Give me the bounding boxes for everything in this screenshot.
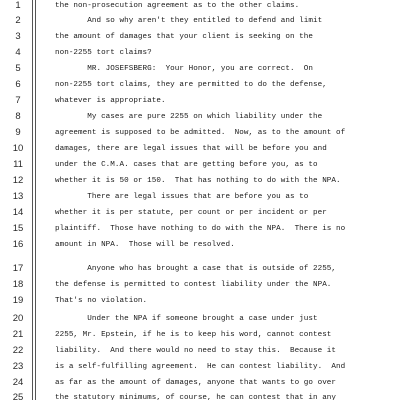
transcript-line (0, 93, 400, 109)
line-text: Under the NPA if someone brought a case under just (55, 315, 318, 323)
line-text: MR. JOSEFSBERG: Your Honor, you are correct. On (55, 65, 313, 73)
line-number: 13 (12, 191, 24, 202)
transcript-line (0, 311, 400, 327)
transcript-line (0, 327, 400, 343)
transcript-line (0, 109, 400, 125)
transcript-line (0, 125, 400, 141)
line-text: the defense is permitted to contest liability under the NPA. (55, 281, 332, 289)
line-text: 2255, Mr. Epstein, if he is to keep his word, cannot contest (55, 331, 332, 339)
transcript-line (0, 277, 400, 293)
line-text: the amount of damages that your client is seeking on the (55, 33, 313, 41)
transcript-line (0, 173, 400, 189)
line-text: liability. And there would no need to stay this. Because it (55, 347, 337, 355)
transcript-line (0, 293, 400, 309)
line-number: 4 (15, 47, 21, 58)
line-text: is a self-fulfilling agreement. He can contest liability. And (55, 363, 346, 371)
line-number: 22 (12, 345, 24, 356)
line-number: 16 (12, 239, 24, 250)
transcript-line (0, 375, 400, 391)
transcript-line (0, 205, 400, 221)
line-text: non-2255 tort claims, they are permitted to do the defense, (55, 81, 327, 89)
transcript-line (0, 343, 400, 359)
transcript-line (0, 13, 400, 29)
line-text: whether it is 50 or 150. That has nothing to do with the NPA. (55, 177, 341, 185)
line-number: 25 (12, 392, 24, 400)
line-text: whatever is appropriate. (55, 97, 166, 105)
transcript-line (0, 45, 400, 61)
line-number: 20 (12, 313, 24, 324)
transcript-line (0, 189, 400, 205)
line-text: plaintiff. Those have nothing to do with the NPA. There is no (55, 225, 346, 233)
line-number: 7 (15, 95, 21, 106)
transcript-line (0, 61, 400, 77)
line-text: as far as the amount of damages, anyone that wants to go over (55, 379, 337, 387)
line-text: under the C.M.A. cases that are getting before you, as to (55, 161, 318, 169)
line-number: 21 (12, 329, 24, 340)
line-number: 23 (12, 361, 24, 372)
line-text: the non-prosecution agreement as to the other claims. (55, 2, 300, 10)
line-number: 14 (12, 207, 24, 218)
transcript-line (0, 390, 400, 400)
transcript-line (0, 261, 400, 277)
line-text: There are legal issues that are before you as to (55, 193, 309, 201)
line-text: Anyone who has brought a case that is outside of 2255, (55, 265, 337, 273)
line-text: amount in NPA. Those will be resolved. (55, 241, 235, 249)
transcript-line (0, 221, 400, 237)
line-number: 17 (12, 263, 24, 274)
transcript-line (0, 359, 400, 375)
line-number: 9 (15, 127, 21, 138)
line-number: 12 (12, 175, 24, 186)
line-number: 18 (12, 279, 24, 290)
line-number: 3 (15, 31, 21, 42)
line-text: non-2255 tort claims? (55, 49, 152, 57)
line-number: 15 (12, 223, 24, 234)
line-number: 11 (13, 159, 23, 170)
line-number: 24 (12, 377, 24, 388)
line-text: My cases are pure 2255 on which liability under the (55, 113, 323, 121)
line-number: 5 (15, 63, 21, 74)
line-number: 19 (12, 295, 24, 306)
line-number: 8 (15, 111, 21, 122)
line-number: 6 (15, 79, 21, 90)
line-number: 1 (15, 0, 21, 11)
transcript-line (0, 77, 400, 93)
transcript-line (0, 0, 400, 14)
transcript-line (0, 29, 400, 45)
line-number: 2 (15, 15, 21, 26)
line-text: whether it is per statute, per count or per incident or per (55, 209, 327, 217)
transcript-line (0, 141, 400, 157)
transcript-line (0, 157, 400, 173)
line-number: 10 (12, 143, 24, 154)
transcript-line (0, 237, 400, 253)
line-text: agreement is supposed to be admitted. Now, as to the amount of (55, 129, 346, 137)
line-text: And so why aren't they entitled to defend and limit (55, 17, 323, 25)
line-text: the statutory minimums, of course, he can contest that in any (55, 394, 337, 400)
line-text: That's no violation. (55, 297, 148, 305)
line-text: damages, there are legal issues that will be before you and (55, 145, 327, 153)
